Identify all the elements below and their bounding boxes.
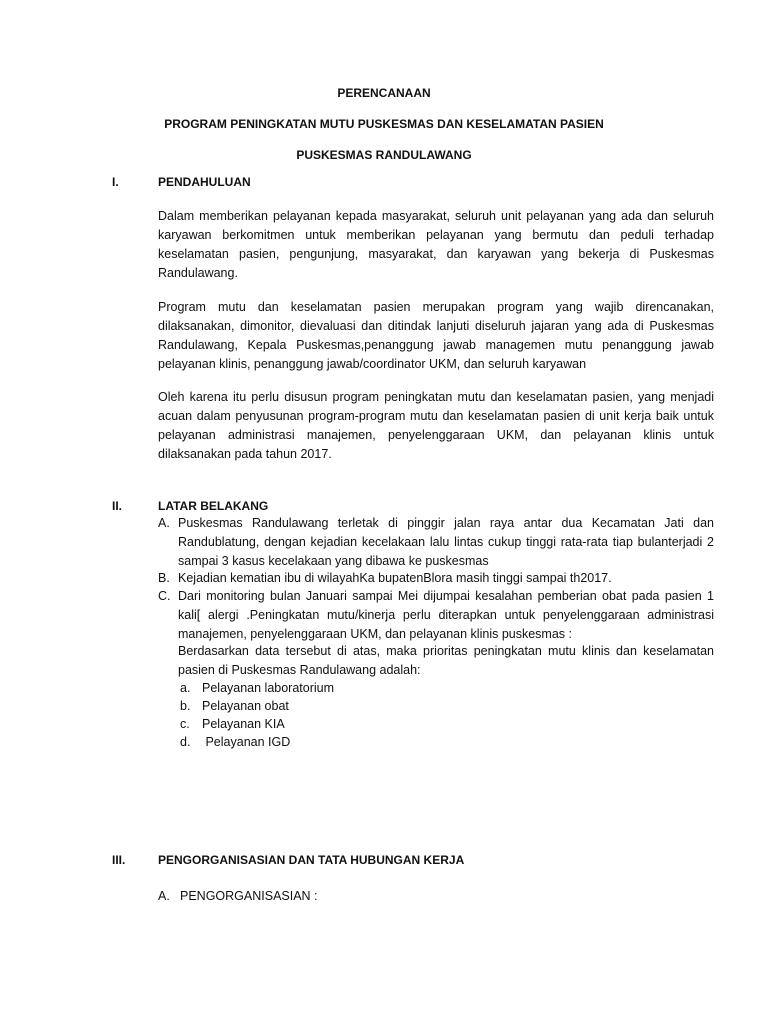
section-1-number: I.	[112, 175, 119, 189]
sub-marker: b.	[180, 699, 191, 713]
section-1-paragraph-1: Dalam memberikan pelayanan kepada masyarakat, seluruh unit pelayanan yang ada dan seluruh karyawan berkomitmen untuk memberikan pelayanan yang bermutu dan peduli terhadap keselamatan pasien, pengunjung, masyarakat, dan karyawan yang bekerja di Puskesmas Randulawang.	[158, 209, 714, 280]
section-1-paragraph-2: Program mutu dan keselamatan pasien merupakan program yang wajib direncanakan, dilaksanakan, dimonitor, dievaluasi dan ditindak lanjuti diseluruh jajaran yang ada di Puskesmas Randulawang, Kepala Puskesmas,penanggung jawab managemen mutu penanggung jawab pelayanan klinis, penanggung jawab/coordinator UKM, dan seluruh karyawan	[158, 300, 714, 371]
list-item-text: Kejadian kematian ibu di wilayahKa bupatenBlora masih tinggi sampai th2017.	[178, 571, 612, 585]
list-item-text: Dari monitoring bulan Januari sampai Mei dijumpai kesalahan pemberian obat pada pasien 1 kali[ alergi .Peningkatan mutu/kinerja perlu diterapkan untuk penyelenggaraan administrasi manajemen, penyelenggaraan UKM, dan pelayanan klinis puskesmas :	[178, 589, 714, 641]
title-puskesmas: PUSKESMAS RANDULAWANG	[296, 148, 472, 162]
list-item-b	[158, 569, 714, 588]
priority-paragraph: Berdasarkan data tersebut di atas, maka prioritas peningkatan mutu klinis dan keselamatan pasien di Puskesmas Randulawang adalah:	[178, 644, 714, 677]
section-3-heading: PENGORGANISASIAN DAN TATA HUBUNGAN KERJA	[158, 853, 465, 867]
section-2-heading: LATAR BELAKANG	[158, 499, 269, 513]
sub-marker: A.	[158, 889, 170, 903]
sub-item-a	[180, 679, 334, 698]
sub-item-c	[180, 715, 285, 734]
section-2-number: II.	[112, 499, 123, 513]
section-3-subheading	[158, 887, 318, 906]
list-item-a	[158, 514, 714, 571]
sub-marker: c.	[180, 717, 190, 731]
sub-heading-text: PENGORGANISASIAN :	[180, 889, 318, 903]
sub-item-text: Pelayanan KIA	[202, 717, 285, 731]
list-marker: B.	[158, 571, 170, 585]
sub-item-text: Pelayanan obat	[202, 699, 289, 713]
sub-marker: a.	[180, 681, 191, 695]
section-1-heading: PENDAHULUAN	[158, 175, 251, 189]
list-item-c	[158, 587, 714, 644]
list-marker: A.	[158, 516, 170, 530]
list-marker: C.	[158, 589, 171, 603]
sub-item-d	[180, 733, 290, 752]
sub-item-text: Pelayanan laboratorium	[202, 681, 335, 695]
title-program: PROGRAM PENINGKATAN MUTU PUSKESMAS DAN KESELAMATAN PASIEN	[164, 117, 604, 131]
title-perencanaan: PERENCANAAN	[337, 86, 431, 100]
sub-item-text: Pelayanan IGD	[202, 735, 291, 749]
sub-item-b	[180, 697, 289, 716]
sub-marker: d.	[180, 735, 191, 749]
section-1-paragraph-3: Oleh karena itu perlu disusun program peningkatan mutu dan keselamatan pasien, yang menjadi acuan dalam penyusunan program-program mutu dan keselamatan pasien di unit kerja baik untuk pelayanan administrasi manajemen, penyelenggaraan UKM, dan pelayanan klinis untuk dilaksanakan pada tahun 2017.	[158, 390, 714, 461]
list-item-text: Puskesmas Randulawang terletak di pinggir jalan raya antar dua Kecamatan Jati dan Randublatung, dengan kejadian kecelakaan lalu lintas cukup tinggi rata-rata tiap bulanterjadi 2 sampai 3 kasus kecelakaan yang dibawa ke puskesmas	[178, 516, 714, 568]
section-3-number: III.	[112, 853, 126, 867]
